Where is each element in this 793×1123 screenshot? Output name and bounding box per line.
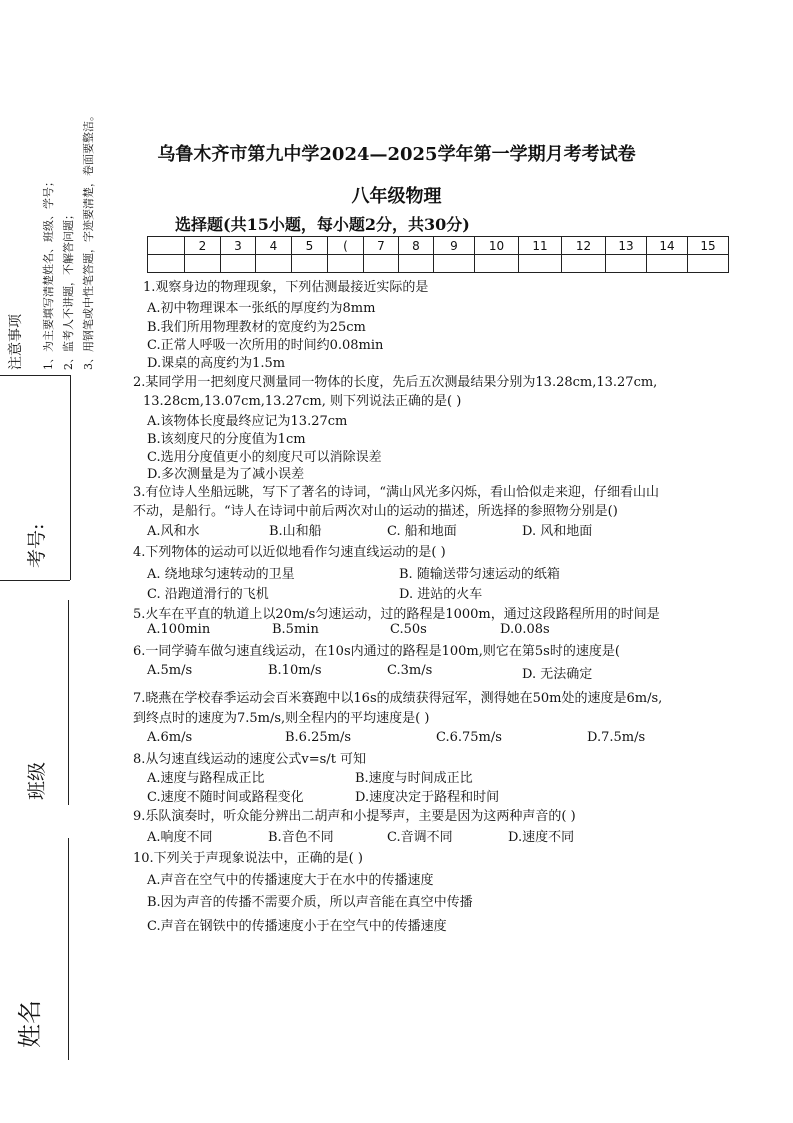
question-option: A.6m/s	[147, 730, 193, 745]
answer-number-cell: 2	[185, 237, 221, 255]
answer-blank-cell[interactable]	[688, 255, 729, 273]
answer-table	[147, 236, 729, 273]
question-option: C.声音在钢铁中的传播速度小于在空气中的传播速度	[147, 919, 447, 934]
question-stem: 5.火车在平直的轨道上以20m/s匀速运动，过的路程是1000m，通过这段路程所用的时间是	[133, 607, 660, 622]
question-stem: 3.有位诗人坐船远眺，写下了著名的诗词，“满山风光多闪烁，看山恰似走来迎，仔细看山山	[133, 485, 660, 500]
answer-blank-cell[interactable]	[606, 255, 647, 273]
question-option: A.5m/s	[147, 663, 193, 678]
question-option: C.选用分度值更小的刻度尺可以消除误差	[147, 450, 382, 465]
notice-item-3: 3、用钢笔或中性笔答题，字迹要清楚，卷面要整洁。	[82, 110, 95, 370]
answer-table-blank-row[interactable]	[148, 255, 729, 273]
xingming-line	[68, 838, 69, 1060]
answer-blank-cell[interactable]	[185, 255, 221, 273]
question-option: D. 无法确定	[522, 667, 593, 682]
answer-number-cell: 11	[519, 237, 562, 255]
question-option: C.音调不同	[387, 830, 453, 845]
question-option: A.初中物理课本一张纸的厚度约为8mm	[147, 301, 376, 316]
question-option: D.多次测量是为了减小误差	[147, 467, 305, 482]
question-option: C.3m/s	[387, 663, 433, 678]
question-option: B.音色不同	[268, 830, 334, 845]
question-option: D.7.5m/s	[587, 730, 646, 745]
question-stem-continued: 不动，是船行。“诗人在诗词中前后两次对山的运动的描述，所选择的参照物分别是()	[133, 504, 618, 519]
answer-number-cell	[148, 237, 185, 255]
section-heading: 选择题(共15小题，每小题2分，共30分)	[175, 215, 470, 234]
question-option: C. 沿跑道滑行的飞机	[147, 587, 269, 602]
question-stem: 9.乐队演奏时，听众能分辨出二胡声和小提琴声，主要是因为这两种声音的( )	[133, 809, 576, 824]
answer-number-cell: 7	[364, 237, 399, 255]
question-stem: 10.下列关于声现象说法中，正确的是( )	[133, 851, 363, 866]
answer-blank-cell[interactable]	[562, 255, 606, 273]
answer-blank-cell[interactable]	[221, 255, 256, 273]
question-option: D.速度不同	[508, 830, 575, 845]
kaohao-box-bottom	[0, 580, 70, 581]
question-stem: 4.下列物体的运动可以近似地看作匀速直线运动的是( )	[133, 545, 446, 560]
question-option: A. 绕地球匀速转动的卫星	[147, 567, 295, 582]
question-option: A.100min	[147, 622, 211, 637]
question-stem: 2.某同学用一把刻度尺测量同一物体的长度，先后五次测最结果分别为13.28cm,13.27cm,	[133, 375, 658, 390]
answer-number-cell: 12	[562, 237, 606, 255]
kaohao-box-right	[70, 375, 71, 580]
answer-blank-cell[interactable]	[364, 255, 399, 273]
notice-title: 注意事项	[8, 314, 24, 370]
xingming-label: 姓名	[16, 1000, 44, 1048]
question-option: B.该刻度尺的分度值为1cm	[147, 432, 306, 447]
answer-blank-cell[interactable]	[434, 255, 475, 273]
question-option: A.风和水	[147, 524, 200, 539]
answer-blank-cell[interactable]	[256, 255, 292, 273]
kaohao-box-top	[0, 375, 70, 376]
answer-blank-cell[interactable]	[148, 255, 185, 273]
question-option: B.6.25m/s	[285, 730, 352, 745]
exam-title: 乌鲁木齐市第九中学2024—2025学年第一学期月考考试卷	[157, 144, 636, 165]
answer-number-cell: 8	[399, 237, 434, 255]
answer-number-cell: 3	[221, 237, 256, 255]
question-option: A.速度与路程成正比	[147, 771, 265, 786]
answer-blank-cell[interactable]	[292, 255, 328, 273]
notice-item-1: 1、为主要填写清楚姓名、班级、学号；	[42, 176, 55, 370]
question-stem: 7.晓燕在学校春季运动会百米赛跑中以16s的成绩获得冠军，测得她在50m处的速度是6m/s,	[133, 691, 663, 706]
question-option: B.我们所用物理教材的宽度约为25cm	[147, 320, 366, 335]
question-option: C.速度不随时间或路程变化	[147, 790, 304, 805]
question-option: C.正常人呼吸一次所用的时间约0.08min	[147, 338, 384, 353]
answer-number-cell: 9	[434, 237, 475, 255]
question-option: B.山和船	[269, 524, 322, 539]
answer-number-cell: 4	[256, 237, 292, 255]
question-option: B.速度与时间成正比	[355, 771, 473, 786]
answer-number-cell: 5	[292, 237, 328, 255]
answer-blank-cell[interactable]	[647, 255, 688, 273]
answer-blank-cell[interactable]	[519, 255, 562, 273]
banji-line	[68, 600, 69, 805]
kaohao-label: 考号:	[26, 523, 48, 568]
answer-blank-cell[interactable]	[328, 255, 364, 273]
question-option: A.响度不同	[147, 830, 213, 845]
question-option: D.课桌的高度约为1.5m	[147, 356, 286, 371]
question-stem-continued: 到终点时的速度为7.5m/s,则全程内的平均速度是( )	[133, 711, 430, 726]
question-stem: 6.一同学骑车做匀速直线运动，在10s内通过的路程是100m,则它在第5s时的速度是(	[133, 644, 620, 659]
question-option: D. 风和地面	[522, 524, 593, 539]
question-option: B.5min	[272, 622, 319, 637]
answer-number-cell: 10	[475, 237, 519, 255]
answer-number-cell: 14	[647, 237, 688, 255]
answer-blank-cell[interactable]	[399, 255, 434, 273]
question-option: C. 船和地面	[387, 524, 457, 539]
answer-number-cell: (	[328, 237, 364, 255]
question-option: D.速度决定于路程和时间	[355, 790, 500, 805]
question-option: C.50s	[390, 622, 427, 637]
question-option: B. 随输送带匀速运动的纸箱	[399, 567, 560, 582]
answer-table-number-row	[148, 237, 729, 255]
question-option: A.该物体长度最终应记为13.27cm	[147, 414, 348, 429]
question-stem: 8.从匀速直线运动的速度公式v=s/t 可知	[133, 752, 367, 767]
exam-subject: 八年级物理	[351, 186, 442, 207]
answer-number-cell: 15	[688, 237, 729, 255]
question-option: B.因为声音的传播不需要介质，所以声音能在真空中传播	[147, 895, 473, 910]
notice-item-2: 2、监考人不讲题，不解答问题；	[62, 209, 75, 370]
question-stem-continued: 13.28cm,13.07cm,13.27cm, 则下列说法正确的是( )	[143, 394, 462, 409]
question-stem: 1.观察身边的物理现象，下列估测最接近实际的是	[143, 280, 429, 295]
question-option: A.声音在空气中的传播速度大于在水中的传播速度	[147, 873, 434, 888]
question-option: C.6.75m/s	[436, 730, 502, 745]
question-option: B.10m/s	[268, 663, 322, 678]
question-option: D.0.08s	[500, 622, 550, 637]
answer-number-cell: 13	[606, 237, 647, 255]
answer-blank-cell[interactable]	[475, 255, 519, 273]
banji-label: 班级	[26, 761, 48, 800]
question-option: D. 进站的火车	[399, 587, 483, 602]
